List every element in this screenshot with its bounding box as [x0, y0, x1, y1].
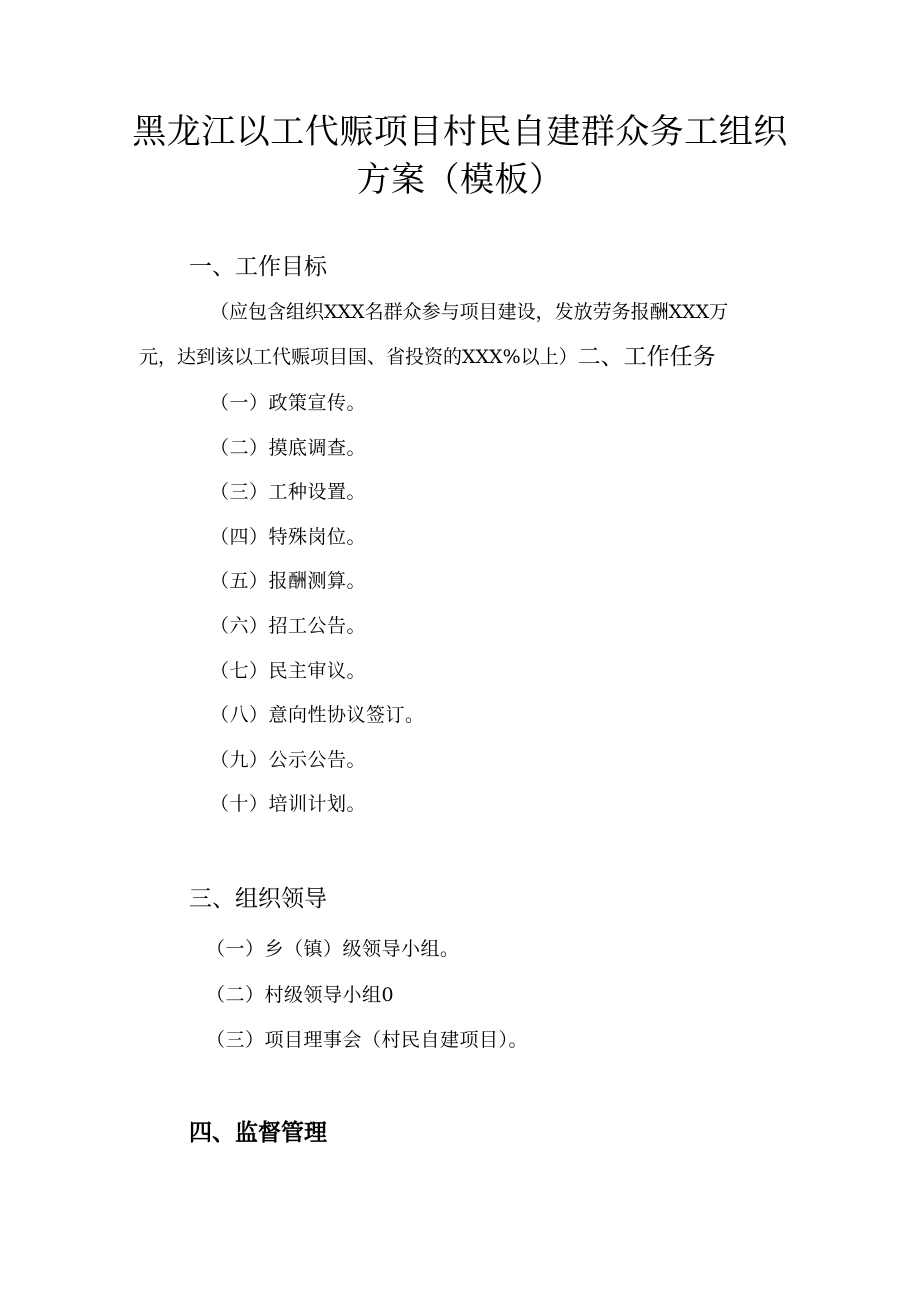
section-heading-tasks: 二、工作任务	[577, 344, 716, 370]
task-item-1: （一）政策宣传。	[210, 392, 367, 414]
task-item-10: （十）培训计划。	[210, 793, 367, 815]
leadership-item-3: （三）项目理事会（村民自建项目）。	[206, 1029, 529, 1051]
goals-paragraph-text: 元，达到该以工代赈项目国、省投资的XXX%以上）	[139, 346, 578, 368]
task-item-3: （三）工种设置。	[210, 481, 367, 503]
section-heading-supervision: 四、监督管理	[189, 1120, 327, 1146]
leadership-item-1: （一）乡（镇）级领导小组。	[206, 938, 460, 960]
task-item-4: （四）特殊岗位。	[210, 526, 367, 548]
task-item-7: （七）民主审议。	[210, 660, 367, 682]
goals-paragraph-line-1: （应包含组织XXX名群众参与项目建设，发放劳务报酬XXX万	[210, 301, 729, 323]
task-item-6: （六）招工公告。	[210, 615, 367, 637]
task-item-2: （二）摸底调查。	[210, 437, 367, 459]
document-title-line-1: 黑龙江以工代赈项目村民自建群众务工组织	[132, 112, 788, 152]
goals-paragraph-line-2	[139, 343, 716, 371]
leadership-item-2: （二）村级领导小组0	[206, 984, 395, 1006]
task-item-5: （五）报酬测算。	[210, 570, 367, 592]
section-heading-leadership: 三、组织领导	[189, 886, 327, 912]
document-title-line-2: 方案（模板）	[356, 160, 564, 200]
task-item-9: （九）公示公告。	[210, 749, 367, 771]
task-item-8: （八）意向性协议签订。	[210, 704, 425, 726]
section-heading-goals: 一、工作目标	[189, 254, 327, 280]
